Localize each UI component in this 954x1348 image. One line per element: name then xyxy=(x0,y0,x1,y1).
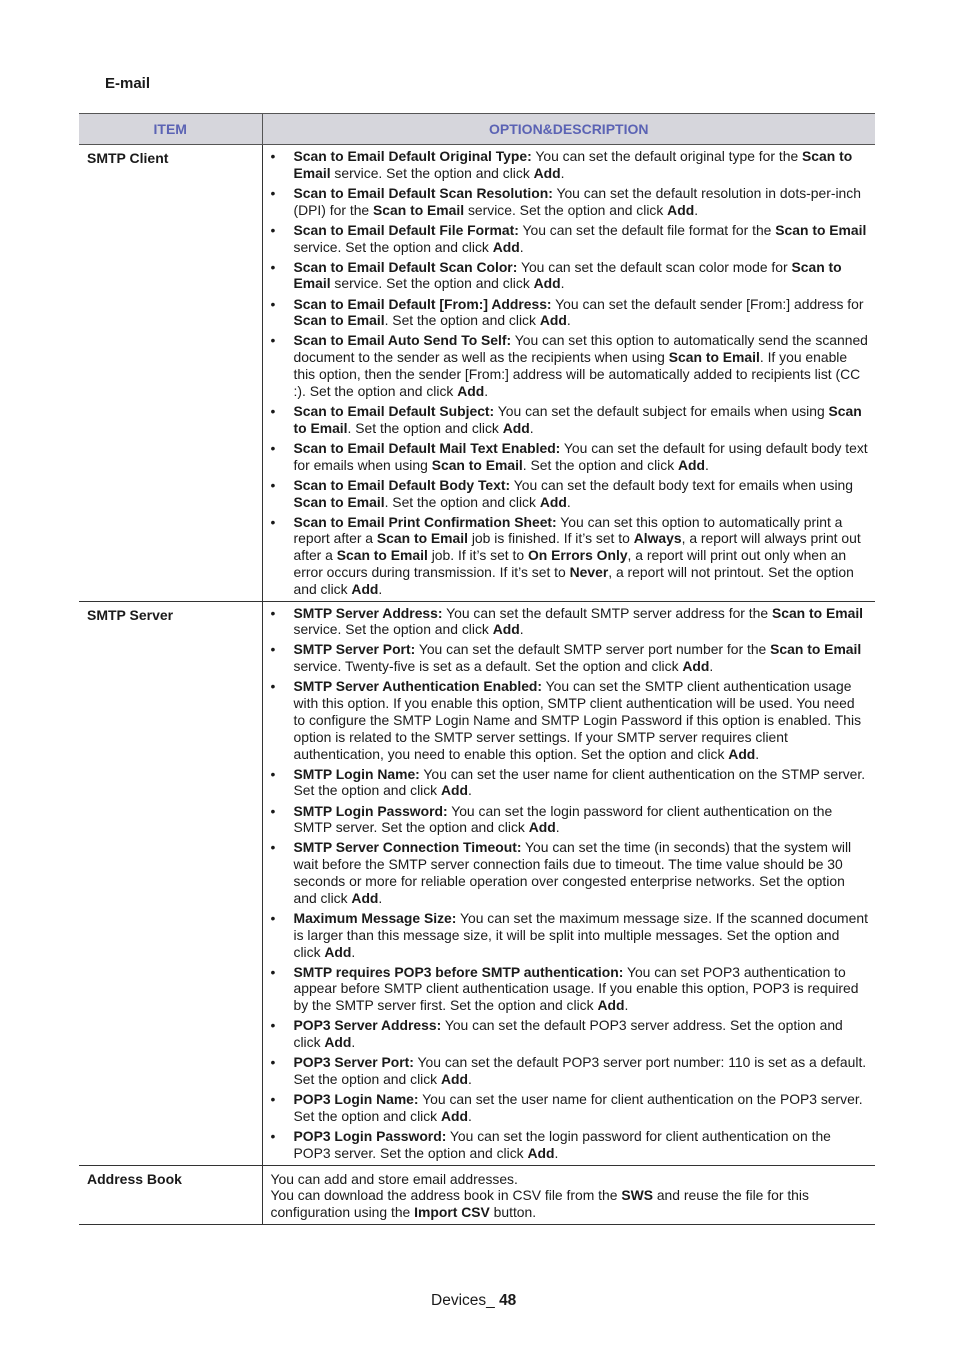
description-text: . xyxy=(566,312,571,329)
list-item xyxy=(271,766,870,800)
bullet-icon: • xyxy=(270,839,276,856)
description-text: . xyxy=(709,658,714,675)
option-term: SMTP Server Address: xyxy=(293,604,443,621)
description-text: . xyxy=(624,997,629,1014)
description-text: . xyxy=(529,419,534,436)
description-text: . xyxy=(468,782,472,799)
description-text: You can set the default scan color mode for xyxy=(517,258,792,275)
row-item-label: Address Book xyxy=(79,1165,262,1224)
description-text: service. Set the option and click xyxy=(464,201,668,218)
emphasis-text: Scan to Email xyxy=(336,547,428,564)
emphasis-text: Scan to Email xyxy=(293,258,842,292)
emphasis-text: Add xyxy=(533,164,561,181)
description-text: . xyxy=(484,382,489,399)
bullet-icon: • xyxy=(270,765,276,782)
list-item xyxy=(271,1091,870,1125)
list-item xyxy=(271,148,870,182)
description-text: . xyxy=(468,1107,472,1124)
option-term: POP3 Login Name: xyxy=(293,1091,419,1108)
list-item xyxy=(271,222,870,256)
bullet-icon: • xyxy=(270,641,276,658)
emphasis-text: Scan to Email xyxy=(293,312,385,329)
description-text: . xyxy=(705,456,709,473)
emphasis-text: Add xyxy=(528,819,556,836)
emphasis-text: Scan to Email xyxy=(373,201,465,218)
description-text: You can set the default SMTP server address for the xyxy=(442,604,772,621)
description-text: . Set the option and click xyxy=(522,456,679,473)
emphasis-text: Add xyxy=(682,658,710,675)
emphasis-text: Add xyxy=(539,493,567,510)
description-text: service. Set the option and click xyxy=(330,275,534,292)
description-paragraph xyxy=(271,1171,870,1188)
option-term: Scan to Email Default Scan Color: xyxy=(293,258,518,275)
description-text: . xyxy=(378,889,383,906)
emphasis-text: Add xyxy=(351,889,379,906)
description-text: . Set the option and click xyxy=(384,493,540,510)
row-item-label: SMTP Server xyxy=(79,601,262,1165)
table-row xyxy=(79,601,875,1165)
description-text: service. Twenty-five is set as a default. Set the option and click xyxy=(293,658,683,675)
bullet-icon: • xyxy=(270,295,276,312)
emphasis-text: Scan to Email xyxy=(293,402,862,436)
description-text: . xyxy=(694,201,699,218)
option-term: SMTP Server Port: xyxy=(293,641,416,658)
list-item xyxy=(271,1054,870,1088)
emphasis-text: Add xyxy=(351,580,379,597)
emphasis-text: Add xyxy=(678,456,706,473)
description-text: and reuse the file for this configuration using the xyxy=(270,1187,809,1221)
emphasis-text: Scan to Email xyxy=(770,641,862,658)
bullet-icon: • xyxy=(270,332,276,349)
description-text: . If you enable this option, then the sender [From:] address will be automatically added to recipients list (CC :). Set the option and click xyxy=(293,349,861,399)
bullet-icon: • xyxy=(270,1054,276,1071)
option-term: POP3 Server Port: xyxy=(293,1054,414,1071)
list-item xyxy=(271,1017,870,1051)
bullet-icon: • xyxy=(270,1017,276,1034)
description-text: You can set the default subject for emails when using xyxy=(494,402,829,419)
row-description xyxy=(262,145,875,602)
list-item xyxy=(271,910,870,960)
option-term: SMTP Login Password: xyxy=(293,802,448,819)
emphasis-text: SWS xyxy=(621,1187,653,1204)
description-text: service. Set the option and click xyxy=(293,621,493,638)
description-text: You can set the user name for client authentication on the STMP server. Set the option and click xyxy=(293,765,866,799)
description-text: , a report will print out only when an error occurs during transmission. If it’s set to xyxy=(293,547,847,580)
option-term: Scan to Email Default Mail Text Enabled: xyxy=(293,439,561,456)
list-item xyxy=(271,296,870,330)
list-item xyxy=(271,403,870,437)
description-text: . xyxy=(351,943,356,960)
option-term: SMTP Login Name: xyxy=(293,765,420,782)
list-item xyxy=(271,477,870,511)
emphasis-text: Add xyxy=(441,1107,469,1124)
description-text: You can set the login password for client authentication on the POP3 server. Set the option and click xyxy=(293,1127,831,1161)
description-text: . xyxy=(519,621,524,638)
option-term: Scan to Email Print Confirmation Sheet: xyxy=(293,513,557,530)
emphasis-text: Never xyxy=(569,564,609,580)
description-text: You can set the default resolution in dots-per-inch (DPI) for the xyxy=(293,184,861,218)
bullet-icon: • xyxy=(270,802,276,819)
emphasis-text: Add xyxy=(502,419,530,436)
emphasis-text: On Errors Only xyxy=(527,547,628,564)
description-text: . xyxy=(560,164,565,181)
description-text: . xyxy=(468,1070,472,1087)
description-text: You can set this option to automatically print a report after a xyxy=(293,513,843,547)
description-text: . xyxy=(566,493,571,510)
option-term: Scan to Email Default Body Text: xyxy=(293,476,511,493)
description-text: You can set the default body text for emails when using xyxy=(510,476,853,493)
description-text: . xyxy=(755,745,760,762)
emphasis-text: Scan to Email xyxy=(293,493,385,510)
description-text: . xyxy=(378,580,383,597)
bullet-icon: • xyxy=(270,402,276,419)
list-item xyxy=(271,839,870,906)
bullet-icon: • xyxy=(270,476,276,493)
footer-label: Devices_ xyxy=(431,1292,500,1309)
emphasis-text: Add xyxy=(539,312,567,329)
description-text: . xyxy=(555,819,560,836)
column-header-item: ITEM xyxy=(79,114,262,145)
description-text: . xyxy=(560,275,565,292)
emphasis-text: Scan to Email xyxy=(668,349,760,366)
emphasis-text: Scan to Email xyxy=(775,221,867,238)
emphasis-text: Add xyxy=(457,382,485,399)
emphasis-text: Scan to Email xyxy=(293,148,853,181)
emphasis-text: Scan to Email xyxy=(376,530,468,547)
list-item xyxy=(271,1128,870,1162)
description-text: You can set the default sender [From:] address for xyxy=(551,295,864,312)
option-term: POP3 Server Address: xyxy=(293,1017,442,1034)
table-row xyxy=(79,145,875,602)
bullet-icon: • xyxy=(270,258,276,275)
emphasis-text: Add xyxy=(533,275,561,292)
option-term: POP3 Login Password: xyxy=(293,1127,447,1144)
list-item xyxy=(271,803,870,837)
emphasis-text: Add xyxy=(441,1070,469,1087)
option-term: Scan to Email Default File Format: xyxy=(293,221,519,238)
description-text: You can set the time (in seconds) that the system will wait before the SMTP server connection fails due to timeout. The time value should be 30 seconds or more for reliable operation over congested enterprise networks. Set the option and click xyxy=(293,839,852,906)
bullet-icon: • xyxy=(270,1127,276,1144)
emphasis-text: Add xyxy=(492,238,520,255)
list-item xyxy=(271,964,870,1014)
option-term: Scan to Email Default [From:] Address: xyxy=(293,295,552,312)
description-text: You can set the user name for client authentication on the POP3 server. Set the option and click xyxy=(293,1091,863,1124)
bullet-icon: • xyxy=(270,221,276,238)
bullet-icon: • xyxy=(270,439,276,456)
description-text: . xyxy=(351,1034,356,1051)
description-paragraph xyxy=(271,1187,870,1221)
option-term: SMTP Server Connection Timeout: xyxy=(293,839,522,856)
emphasis-text: Add xyxy=(728,745,756,762)
bullet-icon: • xyxy=(270,909,276,926)
option-term: Scan to Email Default Original Type: xyxy=(293,148,532,164)
description-text: You can set the SMTP client authentication usage with this option. If you enable this option, SMTP client authentication will be used. You need to configure the SMTP Login Name and SMTP Login Password if this option is enabled. This option is related to the SMTP server settings. If your SMTP server requires client authentication, you need to enable this option. Set the option and click xyxy=(293,678,862,762)
list-item xyxy=(271,259,870,293)
description-text: You can set the default for using default body text for emails when using xyxy=(293,439,868,473)
bullet-icon: • xyxy=(270,513,276,530)
emphasis-text: Scan to Email xyxy=(771,604,864,621)
list-item xyxy=(271,514,870,598)
list-item xyxy=(271,641,870,675)
emphasis-text: Add xyxy=(597,997,625,1014)
emphasis-text: Add xyxy=(527,1144,555,1161)
description-text: service. Set the option and click xyxy=(330,164,534,181)
description-text: . Set the option and click xyxy=(384,312,540,329)
column-header-description: OPTION&DESCRIPTION xyxy=(262,114,875,145)
description-text: You can add and store email addresses. xyxy=(270,1170,518,1187)
option-term: Scan to Email Default Subject: xyxy=(293,402,495,419)
option-list xyxy=(271,148,870,598)
option-term: Maximum Message Size: xyxy=(293,909,457,926)
description-text: . xyxy=(554,1144,559,1161)
description-block xyxy=(271,1169,870,1221)
option-term: SMTP Server Authentication Enabled: xyxy=(293,678,543,695)
page-footer xyxy=(431,1292,516,1310)
emphasis-text: Import CSV xyxy=(414,1204,490,1221)
table-row xyxy=(79,1165,875,1224)
bullet-icon: • xyxy=(270,678,276,695)
description-text: You can set the default POP3 server address. Set the option and click xyxy=(293,1017,843,1051)
list-item xyxy=(271,605,870,639)
bullet-icon: • xyxy=(270,184,276,201)
description-text: job. If it’s set to xyxy=(427,547,528,564)
bullet-icon: • xyxy=(270,148,276,164)
description-text: , a report will always print out after a xyxy=(293,530,861,564)
description-text: . xyxy=(519,238,524,255)
list-item xyxy=(271,678,870,762)
option-term: Scan to Email Default Scan Resolution: xyxy=(293,184,553,201)
row-description xyxy=(262,1165,875,1224)
description-text: You can set the default POP3 server port number: 110 is set as a default. Set the option and click xyxy=(293,1054,867,1087)
email-options-table xyxy=(79,113,875,1225)
option-list xyxy=(271,605,870,1162)
table-body xyxy=(79,145,875,1225)
emphasis-text: Add xyxy=(667,201,695,218)
description-text: You can set the default file format for the xyxy=(518,221,776,238)
description-text: You can set the default original type for the xyxy=(531,148,803,164)
row-item-label: SMTP Client xyxy=(79,145,262,602)
description-text: job is finished. If it’s set to xyxy=(467,530,634,547)
row-description xyxy=(262,601,875,1165)
description-text: , a report will not printout. Set the option and click xyxy=(293,564,854,597)
description-text: You can set the default SMTP server port number for the xyxy=(415,641,771,658)
list-item xyxy=(271,185,870,219)
description-text: button. xyxy=(489,1204,537,1221)
description-text: You can set the maximum message size. If the scanned document is larger than this message size, it will be split into multiple messages. Set the option and click xyxy=(293,909,868,960)
emphasis-text: Add xyxy=(441,782,469,799)
description-text: You can set the login password for client authentication on the SMTP server. Set the option and click xyxy=(293,802,833,836)
bullet-icon: • xyxy=(270,963,276,980)
option-term: SMTP requires POP3 before SMTP authentication: xyxy=(293,963,624,980)
bullet-icon: • xyxy=(270,604,276,621)
table-header-row xyxy=(79,114,875,145)
list-item xyxy=(271,440,870,474)
emphasis-text: Always xyxy=(633,530,682,547)
emphasis-text: Add xyxy=(324,1034,352,1051)
list-item xyxy=(271,332,870,399)
option-term: Scan to Email Auto Send To Self: xyxy=(293,332,512,349)
description-text: You can set this option to automatically send the scanned document to the sender as well as the recipients when using xyxy=(293,332,868,366)
emphasis-text: Add xyxy=(324,943,352,960)
emphasis-text: Add xyxy=(492,621,520,638)
description-text: service. Set the option and click xyxy=(293,238,493,255)
description-text: . Set the option and click xyxy=(347,419,503,436)
description-text: You can set POP3 authentication to appear before SMTP client authentication usage. If you enable this option, POP3 is required by the SMTP server first. Set the option and click xyxy=(293,963,859,1014)
bullet-icon: • xyxy=(270,1091,276,1108)
page-number: 48 xyxy=(499,1292,517,1309)
section-title: E-mail xyxy=(105,75,151,92)
emphasis-text: Scan to Email xyxy=(431,456,523,473)
description-text: You can download the address book in CSV file from the xyxy=(270,1187,622,1204)
